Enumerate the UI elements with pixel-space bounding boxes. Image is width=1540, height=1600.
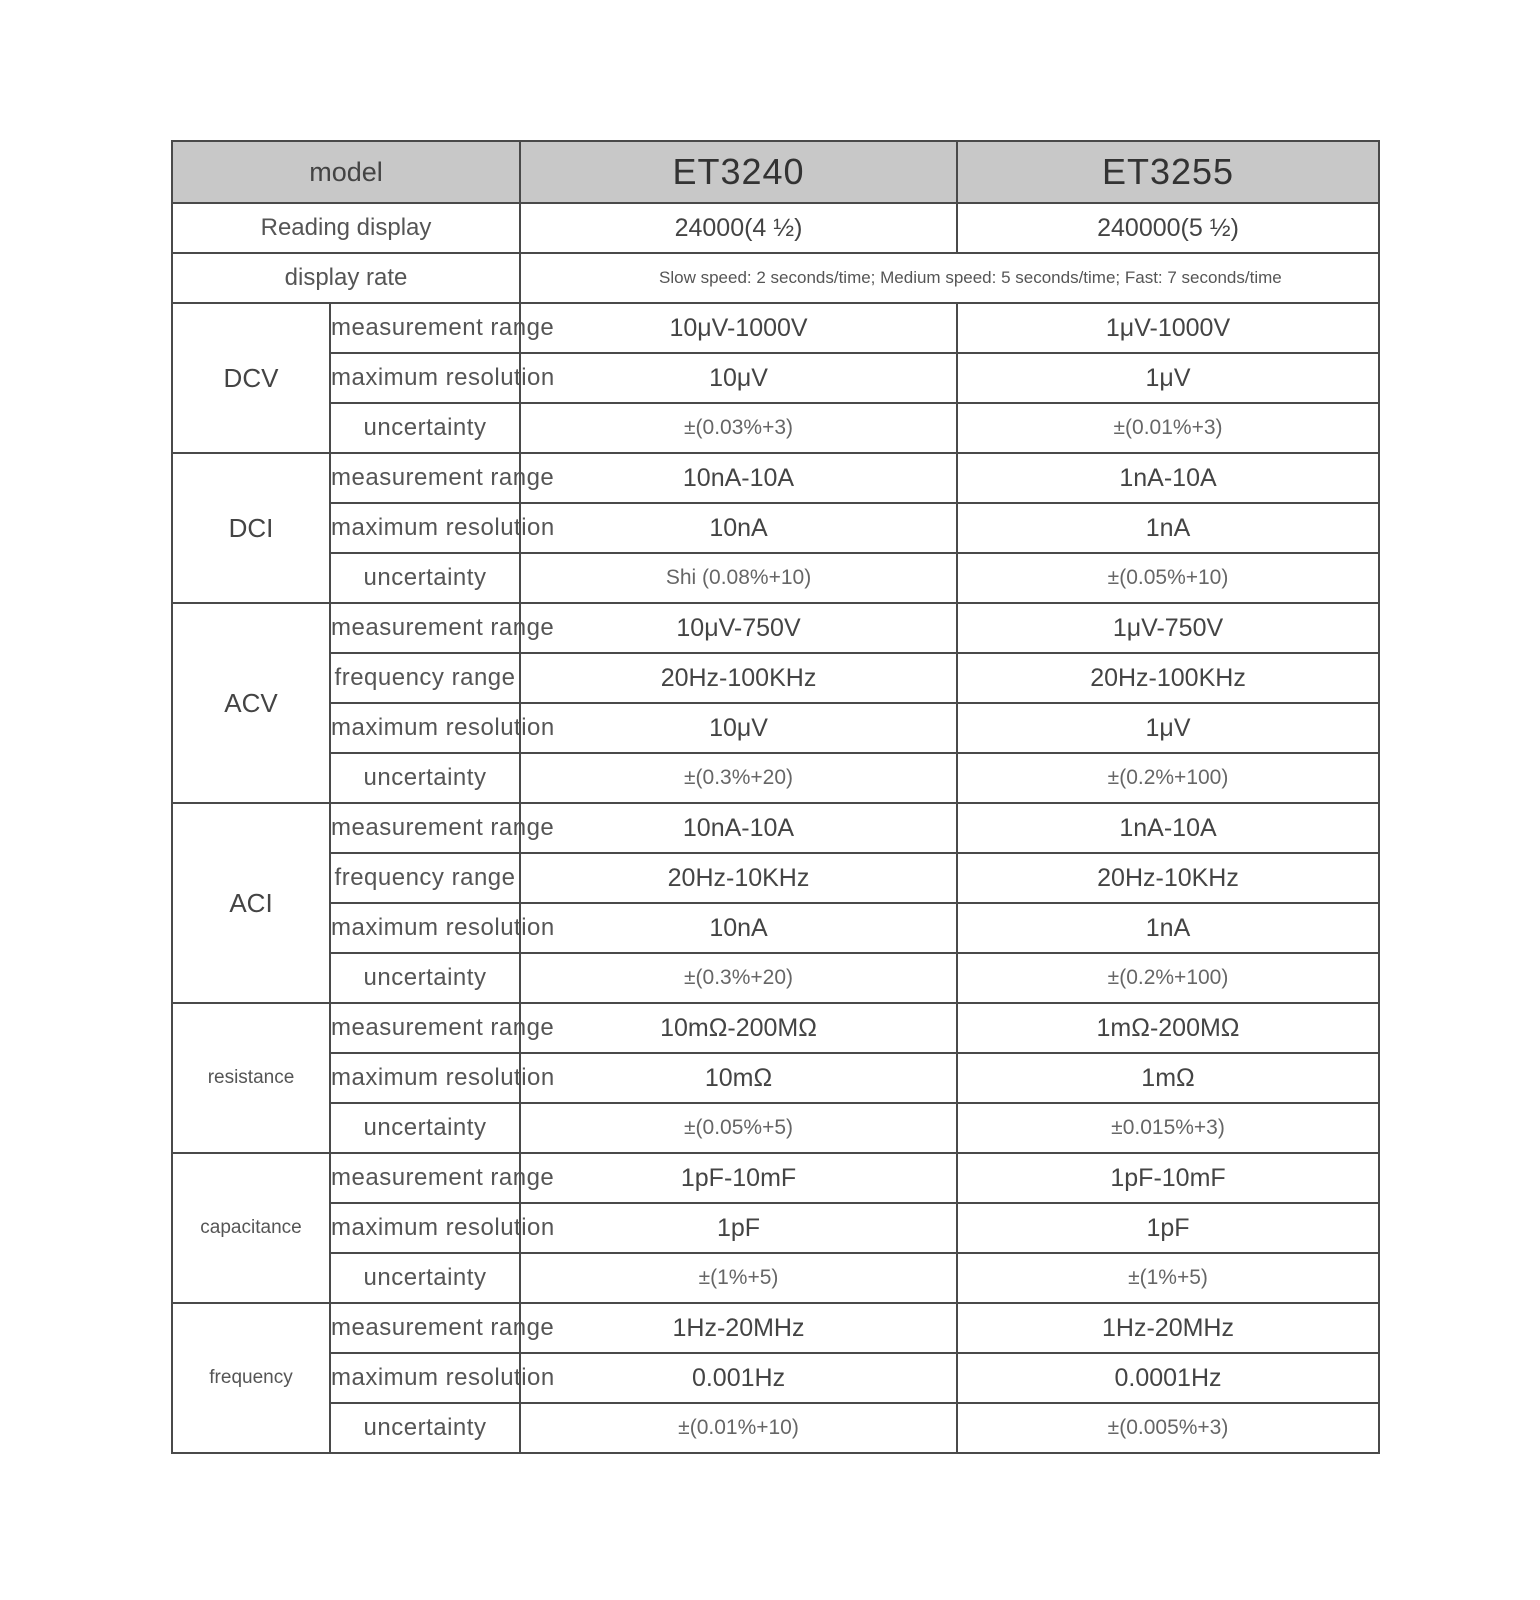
param-label: maximum resolution	[330, 503, 520, 553]
spec-row	[172, 1053, 1379, 1103]
value-et3255: 1Hz-20MHz	[957, 1303, 1379, 1353]
value-et3240: ±(0.05%+5)	[520, 1103, 957, 1153]
value-et3255: ±(0.2%+100)	[957, 753, 1379, 803]
param-label: uncertainty	[330, 403, 520, 453]
header-row	[172, 141, 1379, 203]
value-et3255: ±0.015%+3)	[957, 1103, 1379, 1153]
model-header: model	[172, 141, 520, 203]
value-et3240: ±(0.03%+3)	[520, 403, 957, 453]
value-et3240: 0.001Hz	[520, 1353, 957, 1403]
value-et3255: ±(0.05%+10)	[957, 553, 1379, 603]
value-et3255: 1pF	[957, 1203, 1379, 1253]
product-header-et3240: ET3240	[520, 141, 957, 203]
group-label: ACI	[172, 803, 330, 1003]
value-et3240: 1pF-10mF	[520, 1153, 957, 1203]
param-label: measurement range	[330, 1303, 520, 1353]
reading-display-row	[172, 203, 1379, 253]
value-et3240: 10mΩ-200MΩ	[520, 1003, 957, 1053]
display-rate-label: display rate	[172, 253, 520, 303]
value-et3240: ±(0.3%+20)	[520, 753, 957, 803]
value-et3255: ±(0.01%+3)	[957, 403, 1379, 453]
param-label: maximum resolution	[330, 1203, 520, 1253]
value-et3240: 1Hz-20MHz	[520, 1303, 957, 1353]
group-label: frequency	[172, 1303, 330, 1453]
value-et3240: 20Hz-10KHz	[520, 853, 957, 903]
spec-row	[172, 653, 1379, 703]
reading-display-et3255: 240000(5 ½)	[957, 203, 1379, 253]
spec-row	[172, 1353, 1379, 1403]
value-et3255: 1mΩ-200MΩ	[957, 1003, 1379, 1053]
spec-row	[172, 853, 1379, 903]
reading-display-et3240: 24000(4 ½)	[520, 203, 957, 253]
spec-row	[172, 753, 1379, 803]
param-label: uncertainty	[330, 753, 520, 803]
value-et3255: 1nA	[957, 903, 1379, 953]
spec-row	[172, 1403, 1379, 1453]
spec-row	[172, 1003, 1379, 1053]
spec-row	[172, 1103, 1379, 1153]
product-header-et3255: ET3255	[957, 141, 1379, 203]
value-et3255: 20Hz-10KHz	[957, 853, 1379, 903]
spec-row	[172, 603, 1379, 653]
group-label: capacitance	[172, 1153, 330, 1303]
param-label: measurement range	[330, 453, 520, 503]
value-et3255: 0.0001Hz	[957, 1353, 1379, 1403]
group-label: ACV	[172, 603, 330, 803]
value-et3240: ±(0.3%+20)	[520, 953, 957, 1003]
display-rate-value: Slow speed: 2 seconds/time; Medium speed: 5 seconds/time; Fast: 7 seconds/time	[520, 253, 1379, 303]
value-et3240: 10nA-10A	[520, 803, 957, 853]
spec-row	[172, 1303, 1379, 1353]
value-et3255: 1nA-10A	[957, 453, 1379, 503]
reading-display-label: Reading display	[172, 203, 520, 253]
param-label: maximum resolution	[330, 1353, 520, 1403]
param-label: uncertainty	[330, 553, 520, 603]
param-label: maximum resolution	[330, 703, 520, 753]
spec-table	[171, 140, 1380, 1454]
value-et3240: 10nA	[520, 903, 957, 953]
group-label: DCI	[172, 453, 330, 603]
group-label: resistance	[172, 1003, 330, 1153]
value-et3240: 10mΩ	[520, 1053, 957, 1103]
spec-sheet	[171, 140, 1378, 1454]
value-et3255: 1μV-750V	[957, 603, 1379, 653]
value-et3255: 1mΩ	[957, 1053, 1379, 1103]
value-et3255: 1μV	[957, 703, 1379, 753]
param-label: maximum resolution	[330, 353, 520, 403]
param-label: measurement range	[330, 1153, 520, 1203]
group-label: DCV	[172, 303, 330, 453]
param-label: uncertainty	[330, 953, 520, 1003]
param-label: measurement range	[330, 303, 520, 353]
spec-row	[172, 453, 1379, 503]
param-label: frequency range	[330, 853, 520, 903]
value-et3240: ±(1%+5)	[520, 1253, 957, 1303]
value-et3240: 10nA-10A	[520, 453, 957, 503]
spec-row	[172, 303, 1379, 353]
param-label: frequency range	[330, 653, 520, 703]
value-et3255: ±(0.005%+3)	[957, 1403, 1379, 1453]
value-et3240: Shi (0.08%+10)	[520, 553, 957, 603]
param-label: maximum resolution	[330, 903, 520, 953]
spec-row	[172, 503, 1379, 553]
value-et3240: 1pF	[520, 1203, 957, 1253]
value-et3240: 10μV	[520, 353, 957, 403]
param-label: uncertainty	[330, 1253, 520, 1303]
param-label: uncertainty	[330, 1403, 520, 1453]
param-label: uncertainty	[330, 1103, 520, 1153]
spec-row	[172, 1203, 1379, 1253]
spec-row	[172, 803, 1379, 853]
value-et3255: 1nA-10A	[957, 803, 1379, 853]
value-et3255: 20Hz-100KHz	[957, 653, 1379, 703]
value-et3240: 10nA	[520, 503, 957, 553]
spec-row	[172, 953, 1379, 1003]
value-et3255: 1pF-10mF	[957, 1153, 1379, 1203]
spec-row	[172, 553, 1379, 603]
value-et3240: 10μV	[520, 703, 957, 753]
spec-row	[172, 1253, 1379, 1303]
spec-row	[172, 903, 1379, 953]
value-et3240: ±(0.01%+10)	[520, 1403, 957, 1453]
param-label: measurement range	[330, 803, 520, 853]
value-et3240: 10μV-750V	[520, 603, 957, 653]
spec-row	[172, 353, 1379, 403]
value-et3255: ±(1%+5)	[957, 1253, 1379, 1303]
display-rate-row	[172, 253, 1379, 303]
value-et3240: 20Hz-100KHz	[520, 653, 957, 703]
spec-row	[172, 1153, 1379, 1203]
spec-row	[172, 403, 1379, 453]
spec-row	[172, 703, 1379, 753]
param-label: maximum resolution	[330, 1053, 520, 1103]
param-label: measurement range	[330, 603, 520, 653]
value-et3240: 10μV-1000V	[520, 303, 957, 353]
param-label: measurement range	[330, 1003, 520, 1053]
value-et3255: 1μV	[957, 353, 1379, 403]
value-et3255: 1nA	[957, 503, 1379, 553]
value-et3255: ±(0.2%+100)	[957, 953, 1379, 1003]
value-et3255: 1μV-1000V	[957, 303, 1379, 353]
